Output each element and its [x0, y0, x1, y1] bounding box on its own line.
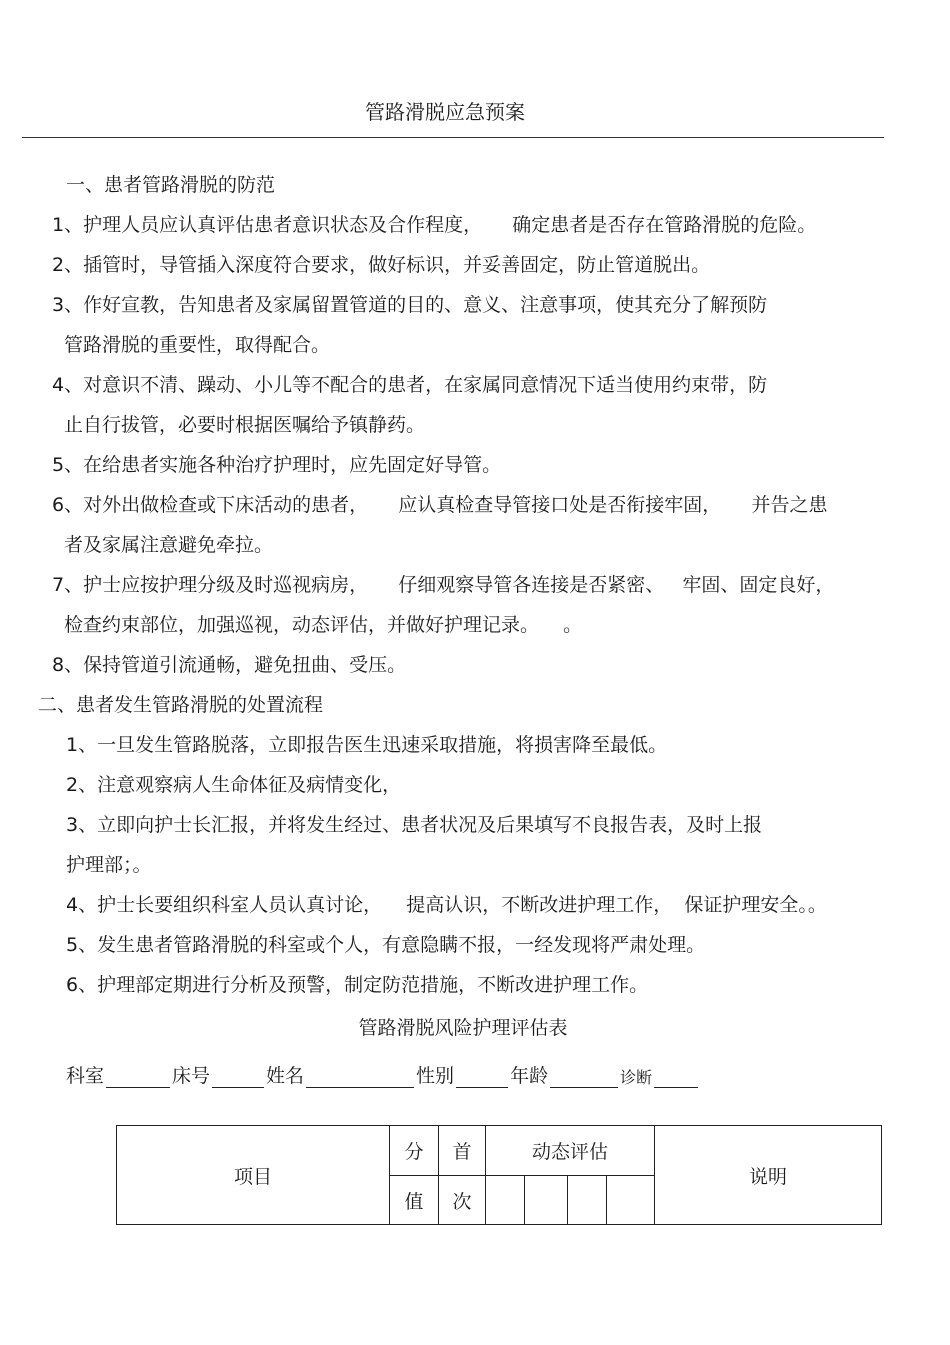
- section2-line-4: 4、护士长要组织科室人员认真讨论， 提高认识，不断改进护理工作， 保证护理安全。。: [66, 894, 827, 916]
- field-blank-age[interactable]: [550, 1067, 618, 1088]
- field-label-department: 科室: [66, 1065, 105, 1087]
- title-rule: [22, 137, 884, 138]
- field-blank-name[interactable]: [306, 1067, 414, 1088]
- section2-line-6: 6、护理部定期进行分析及预警，制定防范措施，不断改进护理工作。: [66, 974, 649, 996]
- section1-line-2: 2、插管时，导管插入深度符合要求，做好标识，并妥善固定，防止管道脱出。: [52, 254, 711, 276]
- dynamic-cell-3[interactable]: [568, 1176, 607, 1225]
- section2-line-5: 5、发生患者管路滑脱的科室或个人，有意隐瞒不报，一经发现将严肃处理。: [66, 934, 706, 956]
- section1-line-6-cont: 者及家属注意避免牵拉。: [64, 534, 274, 556]
- header-first-bottom: 次: [439, 1176, 486, 1225]
- section1-line-5: 5、在给患者实施各种治疗护理时，应先固定好导管。: [52, 454, 502, 476]
- header-item: 项目: [117, 1126, 390, 1225]
- section2-heading: 二、患者发生管路滑脱的处置流程: [38, 694, 324, 716]
- field-label-name: 姓名: [266, 1065, 305, 1087]
- header-score-top: 分: [390, 1126, 439, 1176]
- section1-line-3-cont: 管路滑脱的重要性，取得配合。: [64, 334, 331, 356]
- field-label-age: 年龄: [510, 1065, 549, 1087]
- section1-line-4: 4、对意识不清、躁动、小儿等不配合的患者，在家属同意情况下适当使用约束带，防: [52, 374, 768, 396]
- field-blank-diagnosis[interactable]: [654, 1067, 698, 1088]
- assessment-table: [116, 1125, 882, 1225]
- field-blank-gender[interactable]: [456, 1067, 508, 1088]
- field-label-gender: 性别: [416, 1065, 455, 1087]
- section2-line-3-cont: 护理部；。: [66, 854, 152, 876]
- section1-heading: 一、患者管路滑脱的防范: [66, 174, 276, 196]
- header-dynamic-assessment: 动态评估: [486, 1126, 655, 1176]
- section1-line-7: 7、护士应按护理分级及时巡视病房， 仔细观察导管各连接是否紧密、 牢固、固定良好，: [52, 574, 835, 596]
- section1-line-4-cont: 止自行拔管，必要时根据医嘱给予镇静药。: [64, 414, 426, 436]
- dynamic-cell-1[interactable]: [486, 1176, 525, 1225]
- section1-line-6: 6、对外出做检查或下床活动的患者， 应认真检查导管接口处是否衔接牢固， 并告之患: [52, 494, 828, 516]
- field-blank-bed[interactable]: [212, 1067, 264, 1088]
- field-label-diagnosis: 诊断: [620, 1068, 653, 1087]
- section1-line-1: 1、护理人员应认真评估患者意识状态及合作程度， 确定患者是否存在管路滑脱的危险。: [52, 214, 817, 236]
- section1-line-3: 3、作好宣教，告知患者及家属留置管道的目的、意义、注意事项，使其充分了解预防: [52, 294, 768, 316]
- dynamic-cell-2[interactable]: [525, 1176, 568, 1225]
- section1-line-7-cont: 检查约束部位，加强巡视，动态评估，并做好护理记录。 。: [64, 614, 583, 636]
- field-label-bed: 床号: [172, 1065, 211, 1087]
- document-title: 管路滑脱应急预案: [365, 100, 525, 124]
- section1-line-8: 8、保持管道引流通畅，避免扭曲、受压。: [52, 654, 407, 676]
- form-fields-row: [66, 1061, 700, 1088]
- dynamic-cell-4[interactable]: [607, 1176, 655, 1225]
- section2-line-3: 3、立即向护士长汇报，并将发生经过、患者状况及后果填写不良报告表，及时上报: [66, 814, 763, 836]
- section2-line-1: 1、一旦发生管路脱落，立即报告医生迅速采取措施，将损害降至最低。: [66, 734, 668, 756]
- header-score-bottom: 值: [390, 1176, 439, 1225]
- header-first-top: 首: [439, 1126, 486, 1176]
- section2-line-2: 2、注意观察病人生命体征及病情变化，: [66, 774, 402, 796]
- field-blank-department[interactable]: [106, 1067, 170, 1088]
- form-title: 管路滑脱风险护理评估表: [358, 1017, 568, 1039]
- header-note: 说明: [655, 1126, 882, 1225]
